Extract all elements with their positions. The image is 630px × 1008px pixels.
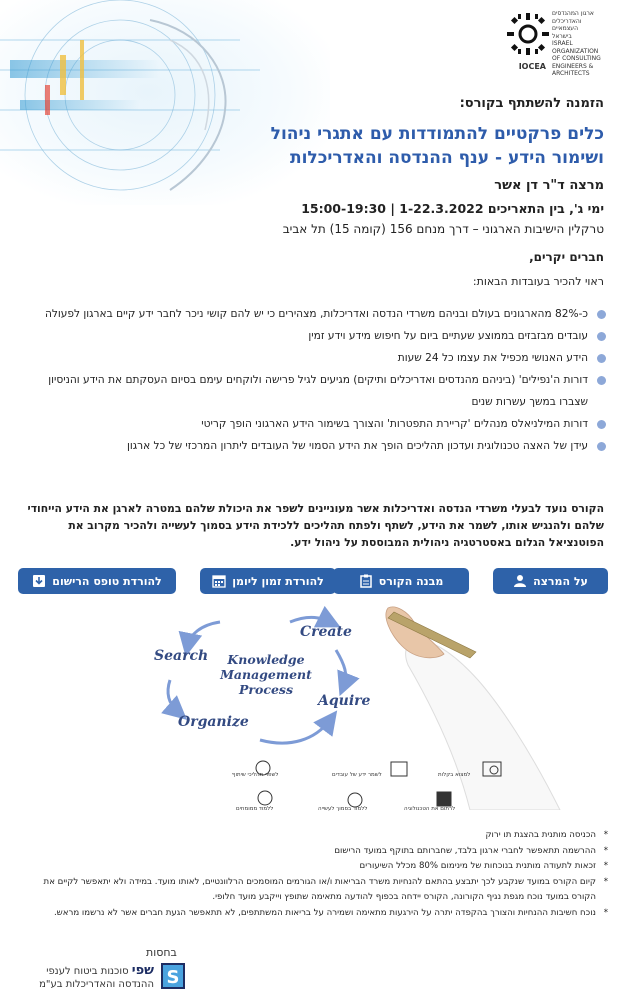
list-item: * הכניסה מותנית בהצגת תו ירוק [18,828,608,844]
org-logo [506,12,550,56]
step-create: Create [300,624,352,640]
center-line1: Knowledge [227,652,305,667]
hero-artwork [0,0,330,205]
calendar-download-label: להורדת זמון ליומן [232,574,324,588]
speaker-line: מרצה ד"ר דן אשר [494,178,604,193]
step-aquire: Aquire [318,693,371,709]
benefit-experts: ללמוד ממומחים [236,806,274,812]
org-name: ארגון המהנדסים והאדריכלים העצמאיים בישראל ISRAEL ORGANIZATION OF CONSULTING ENGINEERS & ARCHITECTS [552,10,601,77]
calendar-icon [212,574,226,588]
sponsor-logo [160,962,186,990]
benefit-improve: לשפר תהליכי שיתוף [232,772,279,778]
center-line2: Management [220,667,312,682]
benefit-preserve: לשמר ידע של עובדים [332,772,382,778]
step-organize: Organize [178,714,249,730]
notes-list [18,828,608,921]
sponsor-brand: שפי [131,963,154,978]
sponsor-line1: סוכנות ביטוח לענפי [46,966,129,977]
list-item: * זכאות לתעודה מותנית בנוכחות של מינימום 80% מכלל השיעורים [18,859,608,875]
org-abbr: IOCEA [518,62,546,71]
venue-line: טרקלין הישיבות הארגוני – דרך מנחם 156 (קומה 15) תל אביב [282,222,604,236]
course-title-line2: ושימור הידע - ענף ההנדסה והאדריכלות [289,148,604,168]
facts-intro: ראוי להכיר בעובדות הבאות: [472,275,604,288]
sponsor-label: בחסות [146,946,177,959]
svg-text:S: S [166,967,180,988]
greeting: חברים יקרים, [529,250,604,264]
date-line: ימי ג', בין התאריכים 1-22.3.2022 | 15:00-19:30 [301,201,604,216]
team-icon [391,762,407,776]
invite-heading: הזמנה להשתתף בקורס: [459,96,604,111]
facts-list [18,303,610,457]
benefit-tech: לרתום את הטכנולוגיה [404,806,456,812]
clipboard-icon [359,574,373,588]
list-item: הידע האנושי מכפיל את עצמו כל 24 שעות [18,347,610,369]
list-item: כ-82% מהארגונים בעולם ובניהם משרדי הנדסה ואדריכלות, מצהירים כי יש להם קושי ניכר לחבר ידע קיים בארגון לפעולה [18,303,610,325]
list-item: * קיום הקורס במועד שנקבע לכך יתבצע בהתאם להנחיות משרד הבריאות ו/או הגורמים המוסמכים הרלוונטיים, לאותו מועד. במידה ולא יתאפשר לקיים את הקורס במועד נוכח מגפת נגיף הקורונה, הקורס יידחה בכפוף להודעה מתאימה שתופץ וייקבע מועד חלופי. [18,875,608,906]
list-item: עידן של האצה טכנולוגית ועדכון תהליכים הופך את הידע הסמוי של העובדים ליתרון המרכזי של כל ארגון [18,435,610,457]
person-icon [513,574,527,588]
list-item: * ההרשמה תתאפשר לחברי ארגון בלבד, שחברותם בתוקף במועד הרישום [18,844,608,860]
list-item: * נוכח חשיבות ההנחיות והצורך בהקפדה יתרה על הירגעות מתאימה ושמירה על בריאות המשתתפים, לא תתאפשר הגעת חברים אשר לא נרשמו מראש. [18,906,608,922]
about-lecturer-label: על המרצה [533,574,588,588]
course-title-line1: כלים פרקטיים להתמודדות עם אתגרי ניהול [270,124,604,144]
step-search: Search [154,648,209,664]
benefit-find: למצוא בקלות [438,772,471,778]
list-item: דורות המילניאלס מנהלים 'קריירת התפטרות' והצורך בשימור הידע הארגוני הופך קריטי [18,413,610,435]
course-structure-button[interactable] [333,568,469,594]
benefit-learn-near: ללמוד בסמוך לעשייה [318,806,368,812]
tech-icon [437,792,451,806]
download-box-icon [32,574,46,588]
list-item: עובדים מבזבזים בממוצע שעתיים ביום על חיפוש מידע וידע זמין [18,325,610,347]
sponsor-line2: ההנדסה והאדריכלות בע"מ [39,979,154,990]
course-summary: הקורס נועד לבעלי משרדי הנדסה ואדריכלות אשר מעוניינים לשפר את היכולת שלהם במטרה לארגן את הידע הייחודי שלהם ולהנגיש אותו, לשמר את הידע, לשתף ולפתח תהליכים ללכידת הידע בסמוך לעשייה ולהכיר מקרוב את הפוטנציאל הגלום באסטרטגיה ניהולית המבוססת על ניהול ידע. [27,502,604,549]
center-line3: Process [239,682,293,697]
lightbulb-icon [258,791,272,805]
list-item: דורות ה'נפילים' (ביניהם מהנדסים ואדריכלים ותיקים) מגיעים לגיל פרישה ולוקחים עימם בסיום העסקתם את הידע והניסיון שצברו במשך עשרות שנים [18,369,610,413]
sponsor-text [14,964,154,991]
calendar-download-button[interactable] [200,568,336,594]
registration-form-button[interactable] [18,568,176,594]
hands-icon [348,793,362,807]
about-lecturer-button[interactable] [493,568,608,594]
course-structure-label: מבנה הקורס [378,574,444,588]
registration-form-label: להורדת טופס הרישום [52,574,162,588]
